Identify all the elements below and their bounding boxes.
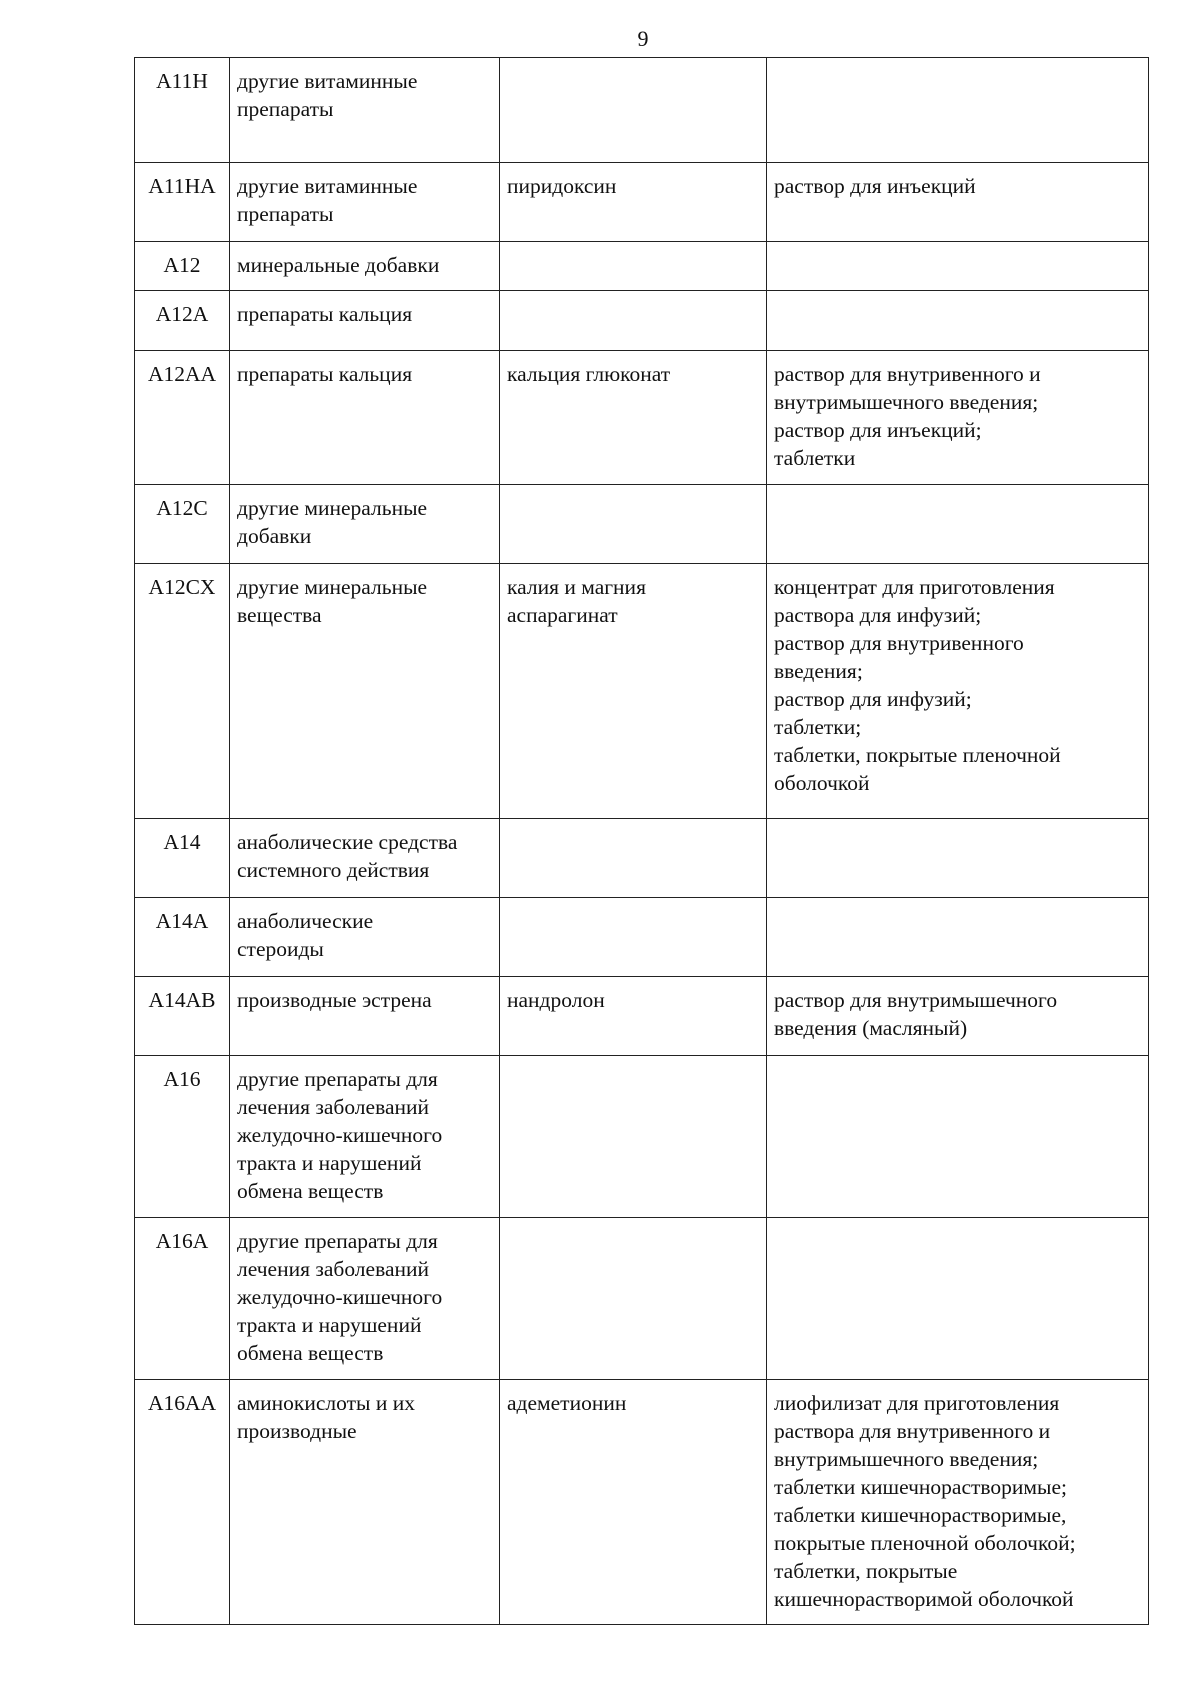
atc-code-cell: A14AB: [135, 977, 230, 1056]
atc-drug-table: [134, 57, 1149, 1625]
cell-text-line: препараты кальция: [237, 362, 413, 386]
cell-text-line: адеметионин: [507, 1391, 627, 1415]
dosage-forms-cell: [767, 58, 1149, 163]
substance-cell: [500, 58, 767, 163]
cell-text-line: кальция глюконат: [507, 362, 671, 386]
cell-text-line: раствора для инфузий;: [774, 603, 982, 627]
dosage-forms-cell: [767, 1056, 1149, 1218]
dosage-forms-cell: [767, 291, 1149, 351]
cell-text-line: нандролон: [507, 988, 605, 1012]
atc-code-cell: A12AA: [135, 351, 230, 485]
table-row: [135, 1380, 1149, 1625]
group-name-cell: [230, 291, 500, 351]
cell-text-line: раствор для инфузий;: [774, 687, 972, 711]
group-name-cell: [230, 1056, 500, 1218]
cell-text-line: кишечнорастворимой оболочкой: [774, 1587, 1074, 1611]
cell-text-line: введения;: [774, 659, 863, 683]
cell-text-line: раствор для инъекций: [774, 174, 976, 198]
group-name-cell: [230, 242, 500, 291]
group-name-cell: [230, 564, 500, 819]
substance-cell: [500, 898, 767, 977]
dosage-forms-cell: [767, 819, 1149, 898]
table-row: [135, 1056, 1149, 1218]
cell-text-line: другие препараты для: [237, 1229, 438, 1253]
cell-text-line: производные эстрена: [237, 988, 432, 1012]
cell-text-line: производные: [237, 1419, 357, 1443]
cell-text-line: обмена веществ: [237, 1341, 384, 1365]
dosage-forms-cell: [767, 485, 1149, 564]
cell-text-line: другие витаминные: [237, 174, 418, 198]
cell-text-line: анаболические: [237, 909, 374, 933]
cell-text-line: желудочно-кишечного: [237, 1285, 443, 1309]
cell-text-line: таблетки, покрытые: [774, 1559, 958, 1583]
cell-text-line: калия и магния: [507, 575, 646, 599]
substance-cell: [500, 819, 767, 898]
cell-text-line: раствор для инъекций;: [774, 418, 982, 442]
atc-code-cell: A12CX: [135, 564, 230, 819]
cell-text-line: добавки: [237, 524, 312, 548]
atc-code-cell: A12A: [135, 291, 230, 351]
dosage-forms-cell: [767, 351, 1149, 485]
substance-cell: [500, 1380, 767, 1625]
cell-text-line: тракта и нарушений: [237, 1313, 422, 1337]
cell-text-line: оболочкой: [774, 771, 870, 795]
substance-cell: [500, 291, 767, 351]
page-number: 9: [637, 26, 649, 51]
atc-code-cell: A16: [135, 1056, 230, 1218]
substance-cell: [500, 977, 767, 1056]
table-row: [135, 1218, 1149, 1380]
cell-text-line: другие препараты для: [237, 1067, 438, 1091]
cell-text-line: вещества: [237, 603, 322, 627]
dosage-forms-cell: [767, 1380, 1149, 1625]
atc-code-cell: A12: [135, 242, 230, 291]
cell-text-line: раствор для внутримышечного: [774, 988, 1058, 1012]
cell-text-line: таблетки кишечнорастворимые;: [774, 1475, 1067, 1499]
cell-text-line: другие минеральные: [237, 496, 428, 520]
cell-text-line: другие минеральные: [237, 575, 428, 599]
group-name-cell: [230, 485, 500, 564]
cell-text-line: аспарагинат: [507, 603, 618, 627]
substance-cell: [500, 1218, 767, 1380]
dosage-forms-cell: [767, 564, 1149, 819]
group-name-cell: [230, 351, 500, 485]
cell-text-line: внутримышечного введения;: [774, 390, 1039, 414]
cell-text-line: концентрат для приготовления: [774, 575, 1055, 599]
cell-text-line: стероиды: [237, 937, 324, 961]
table-row: [135, 58, 1149, 163]
table-row: [135, 485, 1149, 564]
group-name-cell: [230, 163, 500, 242]
cell-text-line: раствора для внутривенного и: [774, 1419, 1051, 1443]
cell-text-line: таблетки: [774, 446, 856, 470]
substance-cell: [500, 242, 767, 291]
cell-text-line: аминокислоты и их: [237, 1391, 415, 1415]
atc-code-cell: A12C: [135, 485, 230, 564]
cell-text-line: анаболические средства: [237, 830, 458, 854]
table-row: [135, 898, 1149, 977]
dosage-forms-cell: [767, 898, 1149, 977]
cell-text-line: пиридоксин: [507, 174, 617, 198]
atc-code-cell: A16AA: [135, 1380, 230, 1625]
cell-text-line: препараты кальция: [237, 302, 413, 326]
cell-text-line: желудочно-кишечного: [237, 1123, 443, 1147]
cell-text-line: препараты: [237, 202, 334, 226]
table-row: [135, 291, 1149, 351]
group-name-cell: [230, 898, 500, 977]
cell-text-line: раствор для внутривенного и: [774, 362, 1041, 386]
dosage-forms-cell: [767, 977, 1149, 1056]
cell-text-line: таблетки;: [774, 715, 862, 739]
cell-text-line: препараты: [237, 97, 334, 121]
table-row: [135, 163, 1149, 242]
dosage-forms-cell: [767, 163, 1149, 242]
substance-cell: [500, 485, 767, 564]
dosage-forms-cell: [767, 242, 1149, 291]
group-name-cell: [230, 1380, 500, 1625]
cell-text-line: системного действия: [237, 858, 430, 882]
atc-code-cell: A11HA: [135, 163, 230, 242]
atc-code-cell: A14: [135, 819, 230, 898]
cell-text-line: тракта и нарушений: [237, 1151, 422, 1175]
atc-code-cell: A14A: [135, 898, 230, 977]
atc-code-cell: A16A: [135, 1218, 230, 1380]
cell-text-line: таблетки кишечнорастворимые,: [774, 1503, 1067, 1527]
dosage-forms-cell: [767, 1218, 1149, 1380]
group-name-cell: [230, 58, 500, 163]
cell-text-line: лечения заболеваний: [237, 1257, 430, 1281]
cell-text-line: обмена веществ: [237, 1179, 384, 1203]
cell-text-line: таблетки, покрытые пленочной: [774, 743, 1061, 767]
table-row: [135, 977, 1149, 1056]
cell-text-line: другие витаминные: [237, 69, 418, 93]
cell-text-line: лиофилизат для приготовления: [774, 1391, 1060, 1415]
substance-cell: [500, 351, 767, 485]
substance-cell: [500, 564, 767, 819]
table-row: [135, 819, 1149, 898]
cell-text-line: лечения заболеваний: [237, 1095, 430, 1119]
cell-text-line: внутримышечного введения;: [774, 1447, 1039, 1471]
atc-code-cell: A11H: [135, 58, 230, 163]
group-name-cell: [230, 977, 500, 1056]
cell-text-line: раствор для внутривенного: [774, 631, 1024, 655]
substance-cell: [500, 1056, 767, 1218]
table-row: [135, 351, 1149, 485]
substance-cell: [500, 163, 767, 242]
table-row: [135, 564, 1149, 819]
group-name-cell: [230, 1218, 500, 1380]
table-body: [135, 58, 1149, 1625]
table-row: [135, 242, 1149, 291]
cell-text-line: минеральные добавки: [237, 253, 440, 277]
cell-text-line: введения (масляный): [774, 1016, 968, 1040]
group-name-cell: [230, 819, 500, 898]
cell-text-line: покрытые пленочной оболочкой;: [774, 1531, 1076, 1555]
